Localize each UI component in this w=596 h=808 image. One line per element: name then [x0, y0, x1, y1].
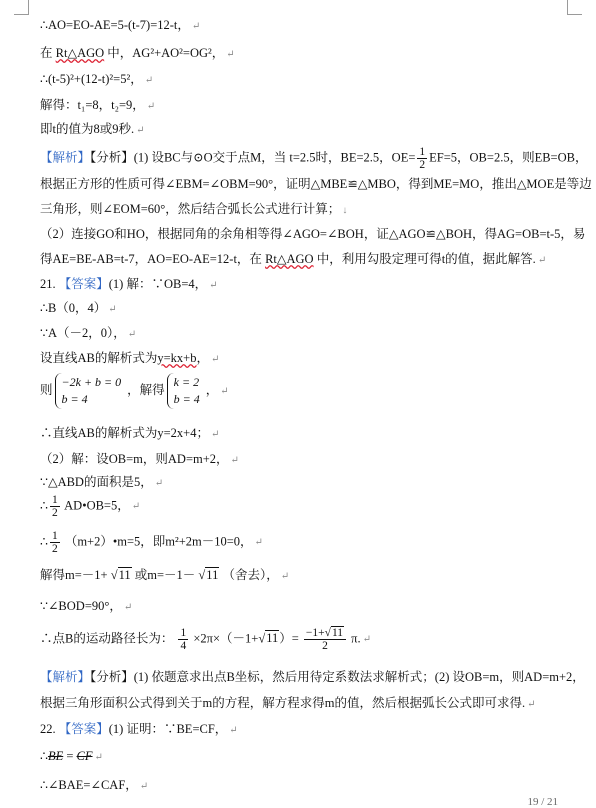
text-line: ∴∠BAE=∠CAF， ↵ [40, 778, 149, 792]
text-line: 在 Rt△AGO 中，AG²+AO²=OG²， ↵ [40, 46, 235, 60]
equation-system-line: 则 −2k + b = 0 b = 4 ，解得 k = 2 b = 4 ， ↵ [40, 373, 229, 409]
text-line: ∴BE = CF ↵ [40, 749, 103, 763]
text-line: ∴ $\frac{1}{2}$ AD•OB=5， ↵ [40, 494, 141, 519]
text-line: ∴B（0，4） ↵ [40, 301, 117, 315]
text-line: ∵∠BOD=90°， ↵ [40, 599, 133, 613]
text-line: ∴AO=EO-AE=5-(t-7)=12-t， ↵ [40, 18, 201, 32]
text-line: 即t的值为8或9秒. ↵ [40, 122, 145, 136]
text-line: ∴ $\frac{1}{2}$ （m+2）•m=5，即m²+2m－10=0， ↵ [40, 530, 263, 555]
text-line: 【解析】【分析】(1) 依题意求出点B坐标，然后用待定系数法求解析式；(2) 设OB=m，则AD=m+2， [40, 670, 585, 684]
question-header: 22. 【答案】(1) 证明：∵BE=CF， ↵ [40, 722, 238, 736]
fraction: $\frac{1}{2}$ [419, 146, 426, 171]
answer-tag: 【答案】 [58, 722, 109, 736]
answer-tag: 【答案】 [58, 277, 109, 291]
spellcheck-word: Rt△AGO [55, 46, 105, 60]
fraction: $\frac{1}{4}$ [180, 627, 187, 652]
text-line: 设直线AB的解析式为y=kx+b， ↵ [40, 351, 220, 365]
text-line: ∴直线AB的解析式为y=2x+4； ↵ [40, 426, 220, 440]
text-line: ∴(t-5)²+(12-t)²=5²， ↵ [40, 72, 154, 86]
text-line: 得AE=BE-AB=t-7，AO=EO-AE=12-t，在 Rt△AGO 中，利用勾股定理可得t的值，据此解答. ↵ [40, 252, 547, 266]
text-line: （2）连接GO和HO，根据同角的余角相等得∠AGO=∠BOH，证△AGO≌△BOH，得AG=OB=t-5，易 [40, 227, 586, 241]
analysis-tag: 【解析】 [40, 150, 91, 165]
fraction: $\frac{1}{2}$ [51, 494, 58, 519]
fraction: $\frac{-1+√11}{2}$ [304, 627, 346, 652]
fraction: $\frac{1}{2}$ [51, 530, 58, 555]
text-line: ∵△ABD的面积是5， ↵ [40, 475, 164, 489]
text-line: 根据三角形面积公式得到关于m的方程，解方程求得m的值，然后根据弧长公式即可求得. ↵ [40, 696, 536, 710]
equation-system: −2k + b = 0 b = 4 [55, 373, 126, 409]
text-line: 根据正方形的性质可得∠EBM=∠OBM=90°，证明△MBE≌△MBO，得到ME=MO，推出△MOE是等边 [40, 177, 592, 191]
analysis-tag: 【解析】 [40, 670, 91, 684]
question-header: 21. 【答案】(1) 解：∵OB=4， ↵ [40, 277, 218, 291]
text-line: 解得m=－1+ √11 或m=－1－ √11 （舍去）， ↵ [40, 568, 290, 582]
spellcheck-word: y=kx+b [157, 351, 197, 365]
text-line: 解得：t₁=8，t₂=9， ↵ [40, 98, 156, 112]
page-number: 19 / 21 [527, 796, 558, 808]
text-line: ∵A（－2，0）， ↵ [40, 326, 137, 340]
text-line: ∴点B的运动路径长为： $\frac{1}{4}$ ×2π×（－1+√11）= $\frac{-1+√11}{2}$ π. ↵ [40, 627, 371, 652]
spellcheck-word: Rt△AGO [265, 252, 314, 266]
text-line: 三角形，则∠EOM=60°，然后结合弧长公式进行计算； ↓ [40, 202, 348, 216]
text-line: 【解析】【分析】(1) 设BC与⊙O交于点M，当 t=2.5时，BE=2.5，OE= $\frac{1}{2}$ EF=5，OB=2.5，则EB=OB， [40, 146, 588, 171]
text-line: （2）解：设OB=m，则AD=m+2， ↵ [40, 452, 239, 466]
equation-system: k = 2 b = 4 [167, 373, 204, 409]
